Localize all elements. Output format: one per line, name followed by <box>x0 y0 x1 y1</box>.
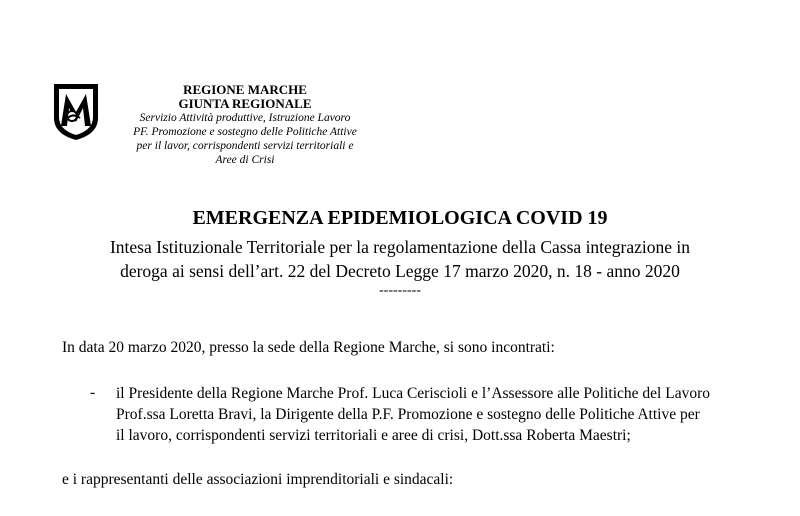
bullet-line: il Presidente della Regione Marche Prof. Luca Ceriscioli e l’Assessore alle Politiche del Lavoro <box>116 385 710 402</box>
organization-header <box>110 83 380 167</box>
document-subtitle <box>60 235 740 283</box>
bullet-item <box>116 383 796 446</box>
dept-line: per il lavor, corrispondenti servizi territoriali e <box>136 140 354 152</box>
subtitle-line: deroga ai sensi dell’art. 22 del Decreto Legge 17 marzo 2020, n. 18 - anno 2020 <box>120 261 680 281</box>
dept-line: Servizio Attività produttive, Istruzione Lavoro <box>139 112 351 124</box>
intro-paragraph: In data 20 marzo 2020, presso la sede della Regione Marche, si sono incontrati: <box>62 339 555 356</box>
closing-paragraph: e i rappresentanti delle associazioni imprenditoriali e sindacali: <box>62 471 454 488</box>
bullet-marker: - <box>90 384 96 401</box>
bullet-line: il lavoro, corrispondenti servizi territoriali e aree di crisi, Dott.ssa Roberta Maestri; <box>116 427 631 444</box>
separator: --------- <box>379 283 421 298</box>
bullet-line: Prof.ssa Loretta Bravi, la Dirigente della P.F. Promozione e sostegno delle Politiche Attive per <box>116 406 700 423</box>
subtitle-line: Intesa Istituzionale Territoriale per la regolamentazione della Cassa integrazione in <box>109 237 691 257</box>
org-sub: GIUNTA REGIONALE <box>178 96 312 111</box>
dept-line: PF. Promozione e sostegno delle Politiche Attive <box>133 126 357 138</box>
dept-line: Aree di Crisi <box>215 154 275 166</box>
regione-marche-shield-icon <box>52 82 100 142</box>
document-title: EMERGENZA EPIDEMIOLOGICA COVID 19 <box>192 207 608 229</box>
org-name: REGIONE MARCHE <box>183 82 307 97</box>
